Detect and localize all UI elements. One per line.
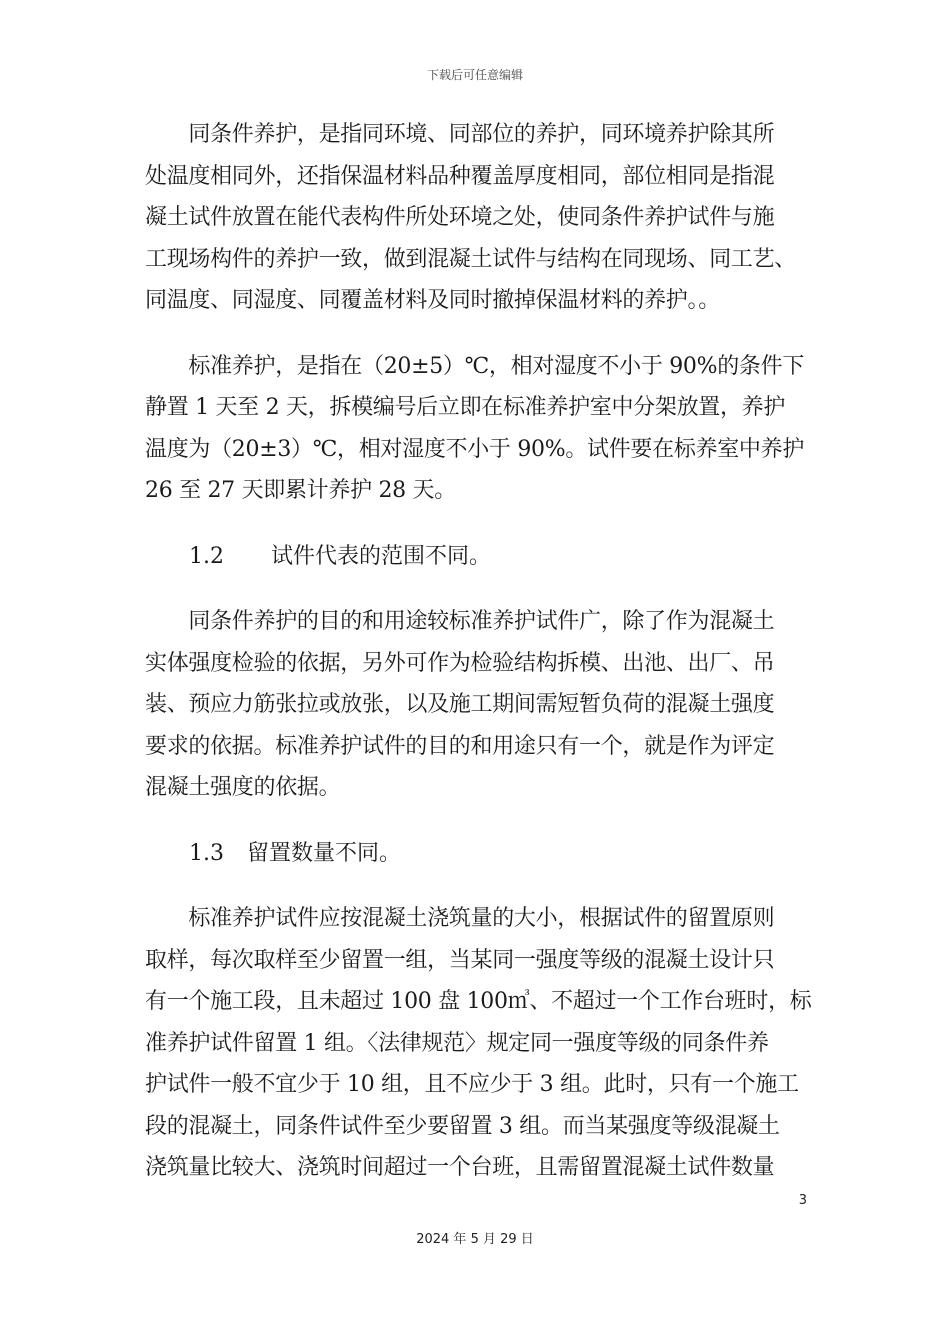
text-line: 护试件一般不宜少于 10 组，且不应少于 3 组。此时，只有一个施工	[145, 1072, 799, 1097]
text-line: 温度为（20±3）℃，相对湿度不小于 90%。试件要在标养室中养护	[145, 436, 805, 462]
section-number: 1.2	[189, 543, 224, 569]
document-body	[145, 114, 815, 1213]
text-line: 同条件养护，是指同环境、同部位的养护，同环境养护除其所	[145, 122, 775, 147]
text-line: 装、预应力筋张拉或放张，以及施工期间需短暂负荷的混凝土强度	[145, 692, 775, 717]
text-line: 混凝土强度的依据。	[145, 775, 341, 800]
text-line: 标准养护试件应按混凝土浇筑量的大小，根据试件的留置原则	[145, 906, 775, 931]
text-line: 同条件养护的目的和用途较标准养护试件广，除了作为混凝土	[145, 609, 775, 634]
text-line: 实体强度检验的依据，另外可作为检验结构拆模、出池、出厂、吊	[145, 650, 775, 676]
text-line: 标准养护，是指在（20±5）℃，相对湿度不小于 90%的条件下	[145, 353, 805, 379]
text-line: 凝土试件放置在能代表构件所处环境之处，使同条件养护试件与施	[145, 205, 775, 230]
text-line: 处温度相同外，还指保温材料品种覆盖厚度相同，部位相同是指混	[145, 163, 775, 189]
paragraph-standard-curing	[145, 346, 815, 512]
text-line: 准养护试件留置 1 组。〈法律规范〉规定同一强度等级的同条件养	[145, 1030, 769, 1056]
paragraph-same-condition-curing	[145, 114, 815, 322]
section-heading-1-3	[145, 833, 815, 875]
footer-date: 2024 年 5 月 29 日	[416, 1232, 534, 1247]
text-line: 浇筑量比较大、浇筑时间超过一个台班，且需留置混凝土试件数量	[145, 1155, 775, 1180]
text-line: 取样，每次取样至少留置一组，当某同一强度等级的混凝土设计只	[145, 947, 775, 973]
text-line: 同温度、同湿度、同覆盖材料及同时撤掉保温材料的养护。。	[145, 288, 720, 313]
text-line: 有一个施工段，且未超过 100 盘 100㎥、不超过一个工作台班时，标	[145, 989, 812, 1014]
text-line: 26 至 27 天即累计养护 28 天。	[145, 478, 456, 503]
paragraph-quantity	[145, 898, 815, 1189]
paragraph-purpose	[145, 601, 815, 809]
page-number: 3	[798, 1193, 807, 1208]
text-line: 静置 1 天至 2 天，拆模编号后立即在标准养护室中分架放置，养护	[145, 395, 786, 420]
text-line: 要求的依据。标准养护试件的目的和用途只有一个，就是作为评定	[145, 733, 775, 759]
section-number: 1.3	[189, 840, 224, 866]
section-title: 试件代表的范围不同。	[271, 543, 492, 569]
page-header: 下载后可任意编辑	[426, 68, 523, 82]
text-line: 段的混凝土，同条件试件至少要留置 3 组。而当某强度等级混凝土	[145, 1113, 780, 1139]
text-line: 工现场构件的养护一致，做到混凝土试件与结构在同现场、同工艺、	[145, 246, 797, 272]
section-title: 留置数量不同。	[247, 840, 402, 866]
section-heading-1-2	[145, 536, 815, 578]
